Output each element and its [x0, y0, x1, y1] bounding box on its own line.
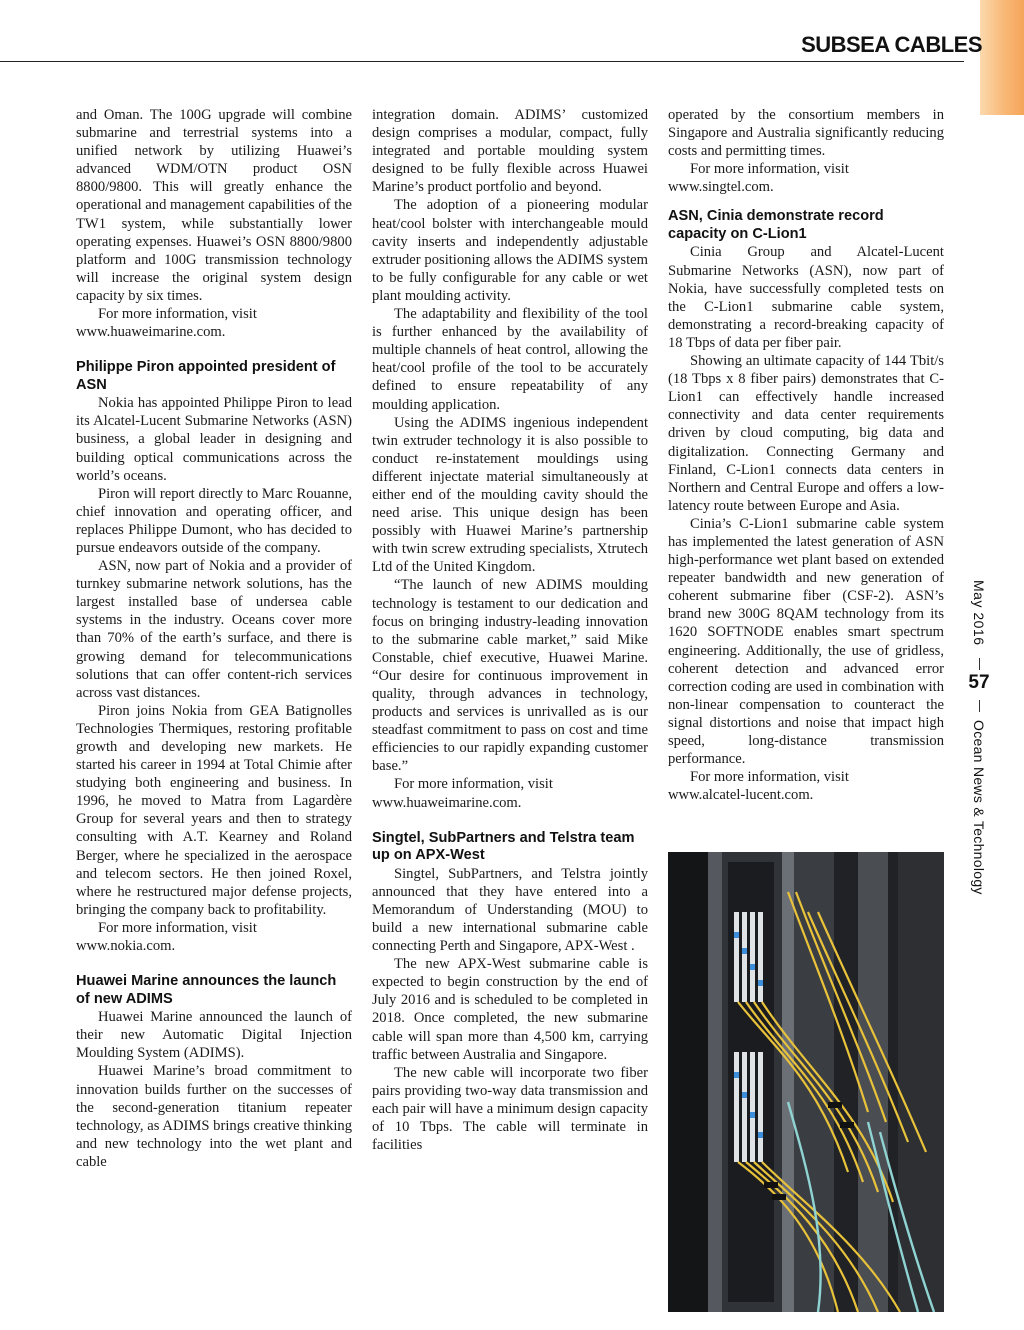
fiber-rack-illustration [668, 852, 944, 1312]
paragraph: The new cable will incorporate two fiber pairs providing two-way data transmission and each pair will have a minimum design capacity of 10 Tbps. The cable will terminate in facilities [372, 1064, 648, 1154]
article-column-2 [372, 106, 648, 1154]
link-singtel[interactable]: www.singtel.com. [668, 179, 774, 196]
paragraph: Huawei Marine announced the launch of their new Automatic Digital Injection Moulding System (ADIMS). [76, 1009, 352, 1062]
issue-date: May 2016 [971, 580, 987, 646]
more-info-text: For more information, visit [98, 306, 257, 323]
page-number: 57 [968, 672, 990, 693]
magazine-name: Ocean News & Technology [971, 720, 987, 895]
headline-adims: Huawei Marine announces the launch of new ADIMS [76, 973, 337, 1007]
paragraph: Piron joins Nokia from GEA Batignolles Technologies Thermiques, restoring profitable growth and developing new markets. He started his career in 1994 at Total Chimie after studying both engineering and business. In 1996, he moved to Matra from Lagardère Group for several years and then to strategy consulting with A.T. Kearney and Roland Berger, where he specialized in the aerospace and telecom sectors. He then joined Roxel, where he restructured major defense projects, bringing the company back to profitability. [76, 702, 352, 918]
more-info-text: For more information, visit [690, 161, 849, 178]
more-info-text: For more information, visit [98, 919, 257, 936]
paragraph: Cinia Group and Alcatel-Lucent Submarine Networks (ASN), now part of Nokia, have successfully completed tests on the C-Lion1 submarine cable system, demonstrating a record-breaking capacity of 18 Tbps of data per fiber pair. [668, 244, 944, 351]
sidebar-divider [979, 658, 980, 670]
paragraph: integration domain. ADIMS’ customized design comprises a modular, compact, fully integrated and portable moulding system designed to be fully flexible across Huawei Marine’s product portfolio and beyond. [372, 107, 648, 196]
fiber-rack-photo [668, 852, 944, 1312]
paragraph: Cinia’s C-Lion1 submarine cable system has implemented the latest generation of ASN high-performance wet plant based on extended repeater bandwidth and new generation of coherent submarine fiber (CSF-2). ASN’s brand new 300G 8QAM technology from its 1620 SOFTNODE enables smart spectrum engineering. Additionally, the use of gridless, coherent detection and advanced error correction coding are used in combination with non-linear compensation to counteract the signal distortions and noise that impact high speed, long-distance transmission performance. [668, 515, 944, 768]
header-rule [0, 61, 964, 62]
paragraph: and Oman. The 100G upgrade will combine submarine and terrestrial systems into a unified network by utilizing Huawei’s advanced WDM/OTN product OSN 8800/9800. This will greatly enhance the operational and management capabilities of the TW1 system, while substantially lower operating expenses. Huawei’s OSN 8800/9800 platform and 100G transmission technology will increase the original system design capacity by six times. [76, 107, 352, 304]
paragraph: Showing an ultimate capacity of 144 Tbit/s (18 Tbps x 8 fiber pairs) demonstrates that C-Lion1 can effectively handle increased connectivity and data center requirements driven by cloud computing, big data and digitalization. Connecting Germany and Finland, C-Lion1 connects data centers in Northern and Central Europe and offers a low-latency route between Europe and Asia. [668, 353, 944, 514]
section-title: SUBSEA CABLES [801, 32, 982, 57]
paragraph: Piron will report directly to Marc Rouanne, chief innovation and operating officer, and replaces Philippe Dumont, who has decided to pursue endeavors outside of the company. [76, 485, 352, 556]
headline-c-lion1: ASN, Cinia demonstrate record capacity on C-Lion1 [668, 208, 884, 242]
article-column-3 [668, 106, 944, 804]
page-corner-tab [980, 0, 1024, 115]
link-huaweimarine[interactable]: www.huaweimarine.com. [372, 794, 522, 811]
paragraph: Huawei Marine’s broad commitment to innovation builds further on the successes of the second-generation titanium repeater technology, as ADIMS brings creative thinking and new technology into the wet plant and cable [76, 1063, 352, 1170]
link-huaweimarine[interactable]: www.huaweimarine.com. [76, 324, 226, 341]
paragraph: The adoption of a pioneering modular heat/cool bolster with interchangeable mould cavity inserts and independently adjustable extruder positioning allows the ADIMS system to be fully configurable for any cable or wet plant moulding activity. [372, 197, 648, 304]
headline-apx-west: Singtel, SubPartners and Telstra team up on APX-West [372, 829, 635, 864]
paragraph: Nokia has appointed Philippe Piron to lead its Alcatel-Lucent Submarine Networks (ASN) business, a global leader in designing and building optical communications across the world’s oceans. [76, 395, 352, 484]
paragraph: Using the ADIMS ingenious independent twin extruder technology it is also possible to conduct re-instatement mouldings using different injectate material simultaneously at either end of the moulding cavity should the need arise. This unique design has been possibly with Huawei Marine’s partnership with twin screw extruding specialists, Xtrutech Ltd of the United Kingdom. [372, 414, 648, 576]
quote-paragraph: “The launch of new ADIMS moulding technology is testament to our dedication and focus on bringing industry-leading innovation to the submarine cable market,” said Mike Constable, chief executive, Huawei Marine. “Our desire for continuous improvement in quality, through advances in technology, products and services is unrivalled as is our steadfast commitment to pass on cost and time efficiencies to our rapidly expanding customer base.” [372, 577, 648, 775]
paragraph: ASN, now part of Nokia and a provider of turnkey submarine network solutions, has the largest installed base of undersea cable systems in the industry. Oceans cover more than 70% of the earth’s surface, and there is growing demand for telecommunications solutions that can offer content-rich services across vast distances. [76, 558, 352, 701]
paragraph: Singtel, SubPartners, and Telstra jointly announced that they have entered into a Memorandum of Understanding (MOU) to build a new international submarine cable connecting Perth and Singapore, APX-West . [372, 865, 648, 955]
paragraph: The adaptability and flexibility of the tool is further enhanced by the availability of multiple channels of heat control, allowing the heat/cool profile of the tool to be accurately defined to ensure repeatability of any moulding application. [372, 306, 648, 413]
paragraph: The new APX-West submarine cable is expected to begin construction by the end of July 2016 and is scheduled to be completed in 2018. Once completed, the new submarine cable will span more than 4,500 km, carrying traffic between Australia and Singapore. [372, 956, 648, 1063]
paragraph: operated by the consortium members in Singapore and Australia significantly reducing costs and permitting times. [668, 107, 944, 160]
article-column-1 [76, 106, 352, 1171]
page-sidebar [960, 580, 998, 910]
more-info-text: For more information, visit [690, 769, 849, 786]
more-info-text: For more information, visit [394, 776, 553, 793]
link-nokia[interactable]: www.nokia.com. [76, 938, 176, 955]
sidebar-divider [979, 700, 980, 712]
headline-piron: Philippe Piron appointed president of ASN [76, 359, 336, 393]
link-alcatel-lucent[interactable]: www.alcatel-lucent.com. [668, 787, 814, 804]
